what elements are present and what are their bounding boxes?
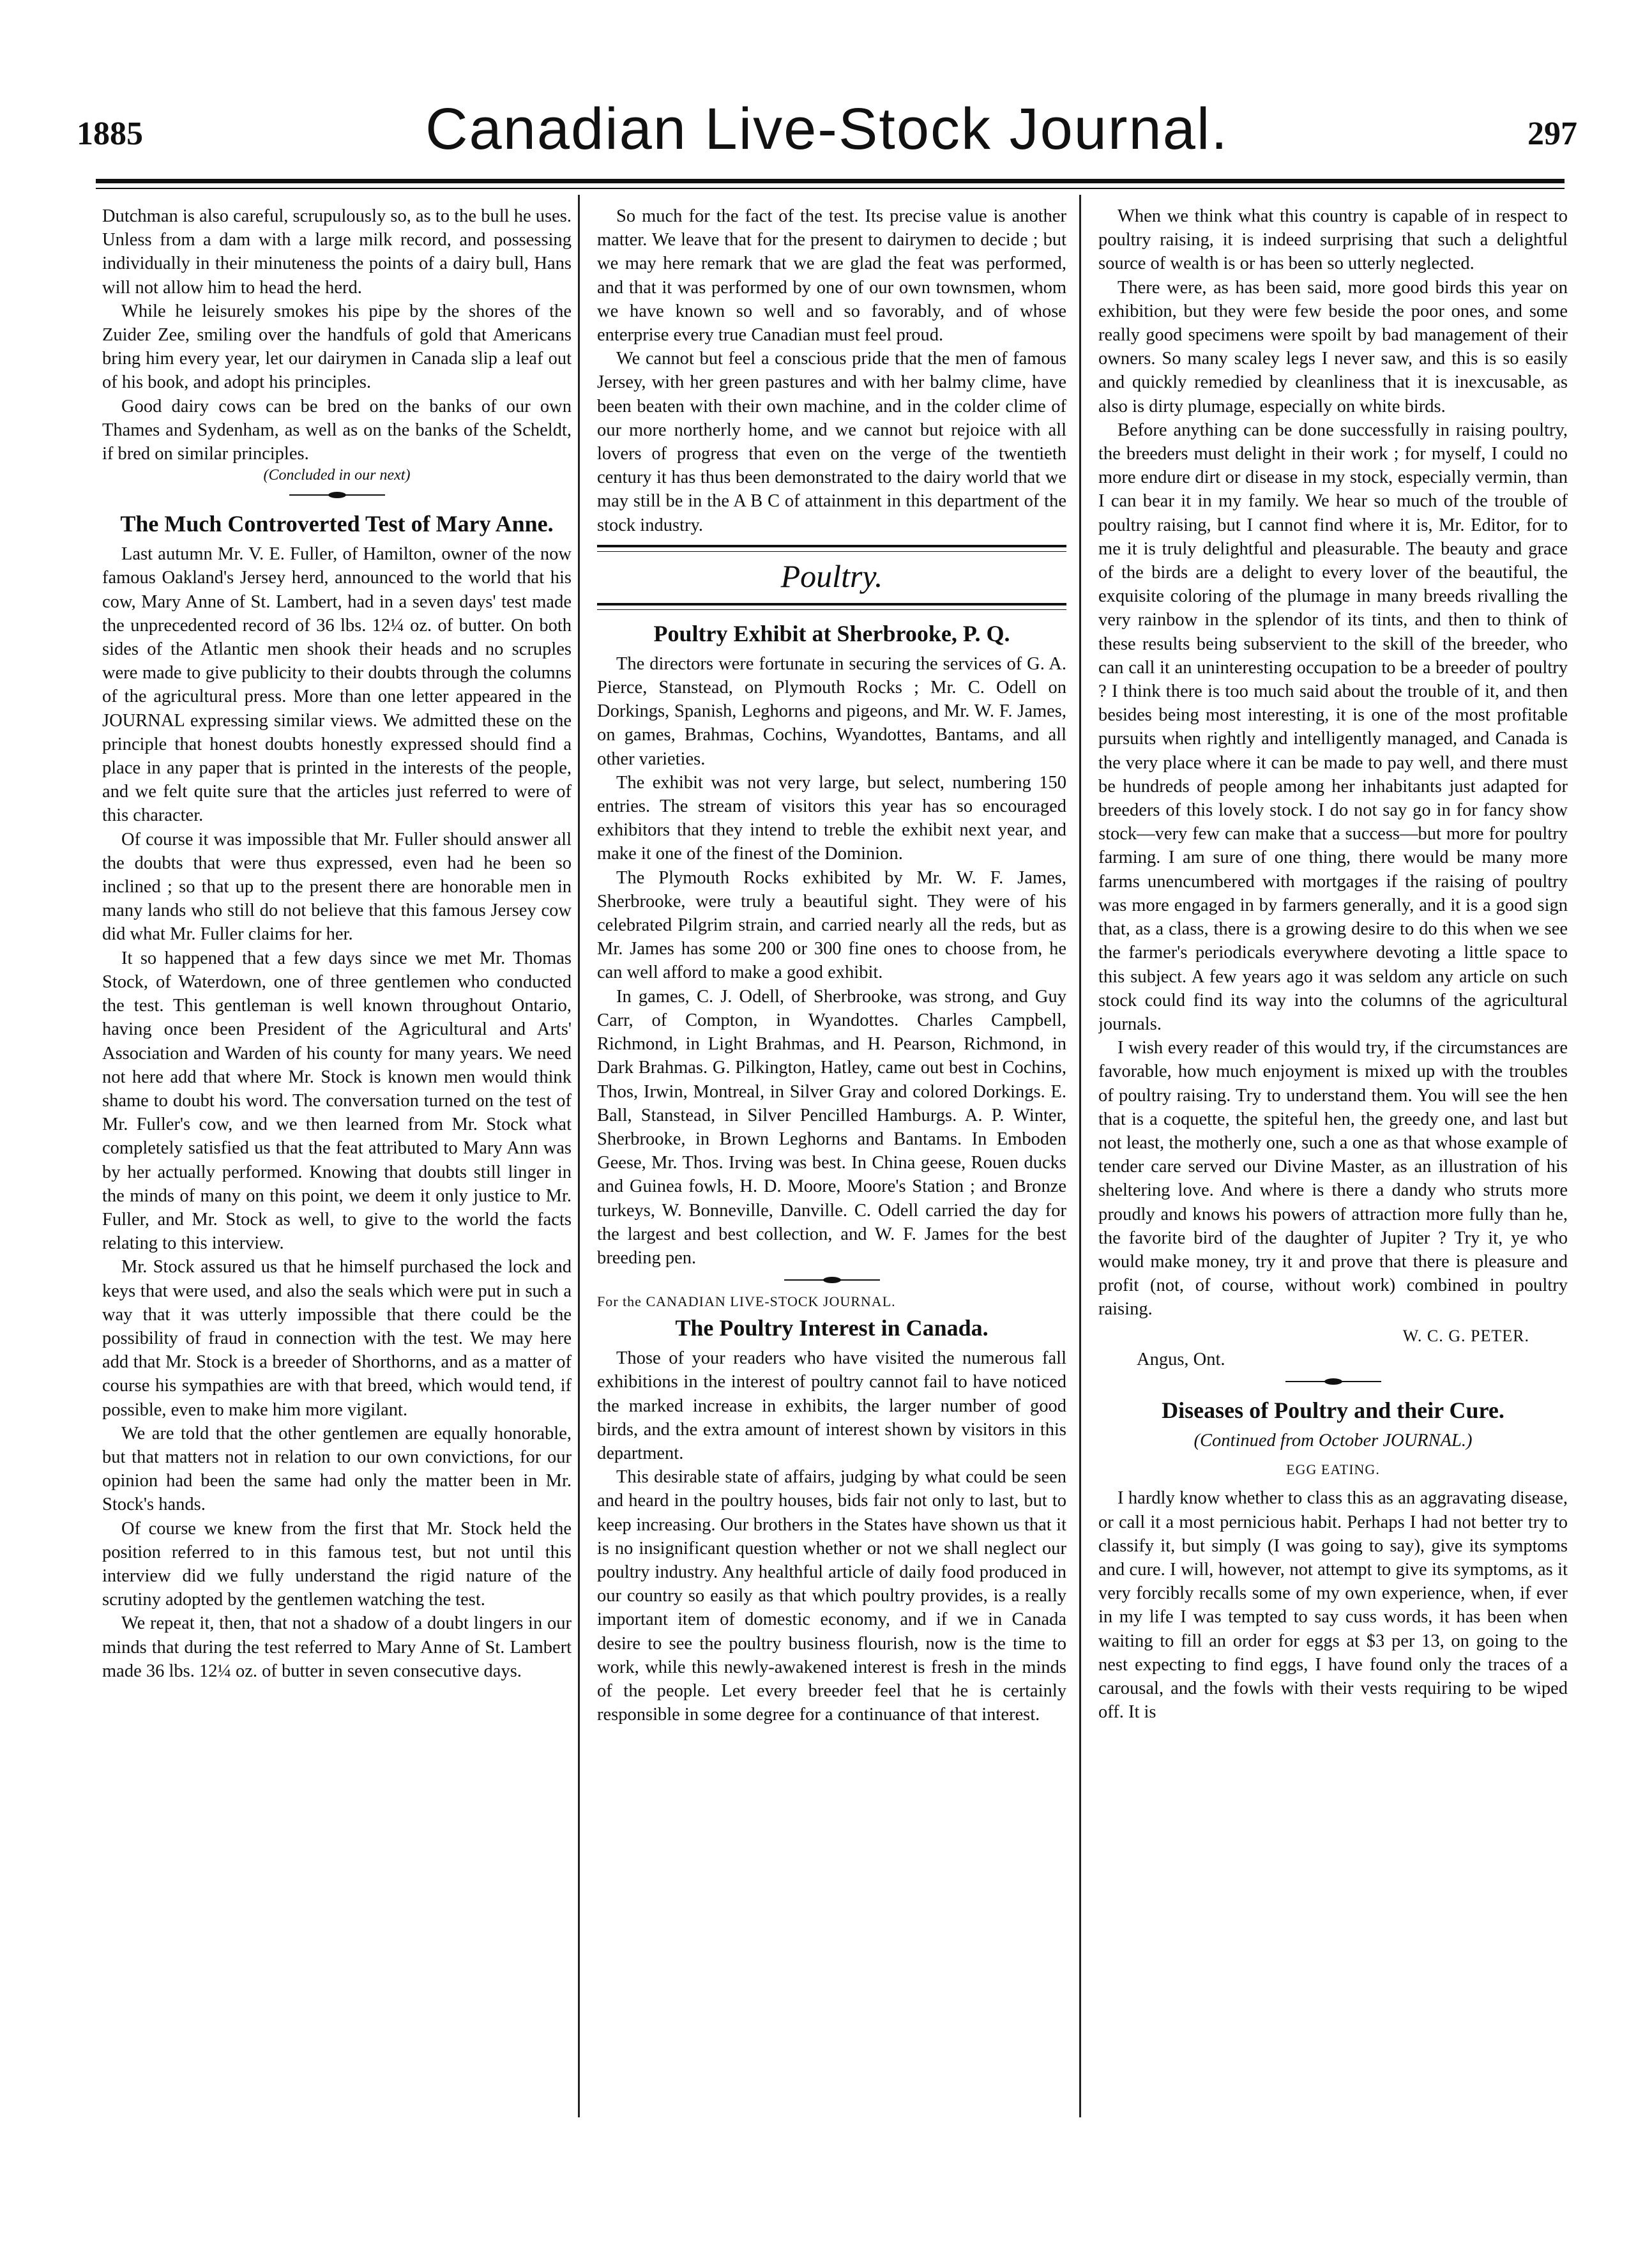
column-2 bbox=[597, 204, 1066, 2121]
paragraph: The exhibit was not very large, but select, numbering 150 entries. The stream of visitors this year has so encouraged exhibitors that they intend to treble the exhibit next year, and make it one of the finest of the Dominion. bbox=[597, 772, 1066, 864]
ornament-divider-icon bbox=[289, 490, 385, 500]
column-1 bbox=[102, 204, 572, 2121]
section-rule bbox=[597, 545, 1066, 552]
paragraph: I wish every reader of this would try, if the circumstances are favorable, how much enjoyment is mixed up with the troubles of poultry raising. Try to understand them. You will see the hen that is a coquette, the spiteful hen, the greedy one, and last but not least, the motherly one, such a one as that whose example of tender care served our Divine Master, as an illustration of his sheltering love. And where is there a dandy who struts more proudly and knows his powers of attraction more fully than he, the favorite bird of the daughter of Jupiter ? Try it, ye who would make money, try it and prove that there is pleasure and profit (not, of course, without work) combined in poultry raising. bbox=[1098, 1038, 1568, 1320]
ornament-divider-icon bbox=[1285, 1376, 1381, 1387]
paragraph: When we think what this country is capable of in respect to poultry raising, it is indeed surprising that such a delightful source of wealth is or has been so utterly neglected. bbox=[1098, 206, 1568, 274]
paragraph: We repeat it, then, that not a shadow of a doubt lingers in our minds that during the test referred to Mary Anne of St. Lambert made 36 lbs. 12¼ oz. of butter in seven consecutive days. bbox=[102, 1613, 572, 1681]
header-rule-thin bbox=[96, 188, 1565, 189]
concluded-note: (Concluded in our next) bbox=[263, 467, 411, 484]
paragraph: Those of your readers who have visited the numerous fall exhibitions in the interest of poultry cannot fail to have noticed the marked increase in exhibits, the larger number of good birds, and the extra amount of interest shown by visitors in this department. bbox=[597, 1348, 1066, 1463]
masthead bbox=[77, 96, 1577, 172]
ornament-divider-icon bbox=[784, 1275, 880, 1285]
paragraph: So much for the fact of the test. Its precise value is another matter. We leave that for the present to dairymen to decide ; but we may here remark that we are glad the feat was performed, and that it was performed by one of our own townsmen, whom we have known so well and so favorably, and of whose enterprise every true Canadian must feel proud. bbox=[597, 206, 1066, 346]
journal-title: Canadian Live-Stock Journal. bbox=[425, 96, 1229, 162]
paragraph: The Plymouth Rocks exhibited by Mr. W. F. James, Sherbrooke, were truly a beautiful sight. They were of his celebrated Pilgrim strain, and carried nearly all the reds, but as Mr. James has some 200 or 300 fine ones to choose from, he can well afford to make a good exhibit. bbox=[597, 867, 1066, 983]
article-heading-sherbrooke: Poultry Exhibit at Sherbrooke, P. Q. bbox=[653, 620, 1010, 646]
author-place: Angus, Ont. bbox=[1137, 1349, 1225, 1369]
paragraph: We cannot but feel a conscious pride that the men of famous Jersey, with her green pastures and with her balmy clime, have been beaten with their own machine, and in the colder clime of our more northerly home, and we cannot but rejoice with all lovers of progress that even on the verge of the twentieth century it has thus been demonstrated to the dairy world that we may still be in the A B C of attainment in this department of the stock industry. bbox=[597, 349, 1066, 535]
paragraph: It so happened that a few days since we met Mr. Thomas Stock, of Waterdown, one of three gentlemen who conducted the test. This gentleman is well known throughout Ontario, having once been President of the Agricultural and Arts' Association and Warden of his county for many years. We need not here add that where Mr. Stock is known men would think shame to doubt his word. The conversation turned on the test of Mr. Fuller's cow, and we then learned from Mr. Stock what completely satisfied us that the feat attributed to Mary Ann was by her actually performed. Knowing that doubts still linger in the minds of many on this point, we deem it only justice to Mr. Fuller, and Mr. Stock as well, to give to the world the facts relating to this interview. bbox=[102, 948, 572, 1254]
paragraph: There were, as has been said, more good birds this year on exhibition, but they were few beside the poor ones, and some really good specimens were spoilt by bad management of their owners. So many scaley legs I never saw, and this is so easily and quickly remedied by cleanliness that it is inexcusable, as also is dirty plumage, especially on white birds. bbox=[1098, 277, 1568, 416]
author-signature: W. C. G. PETER. bbox=[1402, 1326, 1529, 1345]
section-rule bbox=[597, 603, 1066, 610]
paragraph: This desirable state of affairs, judging by what could be seen and heard in the poultry houses, bids fair not only to last, but to keep increasing. Our brothers in the States have shown us that it is no insignificant question whether or not we shall neglect our poultry industry. Any healthful article of daily food produced in our country so easily as that which poultry provides, is a really important item of domestic economy, and if we in Canada desire to see the poultry business flourish, now is the time to work, while this newly-awakened interest is fresh in the minds of the people. Let every breeder feel that he is certainly responsible in some degree for a continuance of that interest. bbox=[597, 1467, 1066, 1725]
paragraph: I hardly know whether to class this as an aggravating disease, or call it a most pernicious habit. Perhaps I had not better try to classify it, but simply (I was going to say), give its symptoms and cure. I will, however, not attempt to give its symptoms, as it very forcibly recalls some of my own experience, when, if ever in my life I was tempted to say cuss words, it has been when waiting to fill an order for eggs at $3 per 13, on going to the nest expecting to find eggs, I have found only the traces of a carousal, and the fowls with their vests requiring to be wiped off. It is bbox=[1098, 1488, 1568, 1723]
column-divider-1 bbox=[578, 195, 580, 2117]
paragraph: Of course we knew from the first that Mr. Stock held the position referred to in this famous test, but not until this interview did we fully understand the rigid nature of the scrutiny adopted by the gentlemen watching the test. bbox=[102, 1518, 572, 1610]
paragraph: While he leisurely smokes his pipe by the shores of the Zuider Zee, smiling over the handfuls of gold that Americans bring him every year, let our dairymen in Canada slip a leaf out of his book, and adopt his principles. bbox=[102, 301, 572, 393]
article-heading-mary-anne: The Much Controverted Test of Mary Anne. bbox=[120, 511, 554, 537]
paragraph: Of course it was impossible that Mr. Fuller should answer all the doubts that were thus expressed, even had he been so inclined ; so that up to the present there are honorable men in many lands who still do not believe that this famous Jersey cow did what Mr. Fuller claims for her. bbox=[102, 829, 572, 945]
article-heading-diseases: Diseases of Poultry and their Cure. bbox=[1162, 1397, 1504, 1423]
column-3 bbox=[1098, 204, 1568, 2121]
paragraph: Last autumn Mr. V. E. Fuller, of Hamilton, owner of the now famous Oakland's Jersey herd, announced to the world that his cow, Mary Anne of St. Lambert, had in a seven days' test made the unprecedented record of 36 lbs. 12¼ oz. of butter. On both sides of the Atlantic men shook their heads and no scruples were made to give publicity to their doubts through the columns of the agricultural press. More than one letter appeared in the JOURNAL expressing similar views. We admitted these on the principle that honest doubts honestly expressed should find a place in any paper that is printed in the interests of the people, and we felt quite sure that the articles just referred to were of this character. bbox=[102, 544, 572, 826]
paragraph: Good dairy cows can be bred on the banks of our own Thames and Sydenham, as well as on the banks of the Scheldt, if bred on similar principles. bbox=[102, 396, 572, 464]
header-rule-thick bbox=[96, 179, 1565, 183]
paragraph: The directors were fortunate in securing the services of G. A. Pierce, Stanstead, on Plymouth Rocks ; Mr. C. Odell on Dorkings, Spanish, Leghorns and pigeons, and Mr. W. F. James, on games, Brahmas, Cochins, Wyandottes, Bantams, and all other varieties. bbox=[597, 653, 1066, 769]
page-number: 297 bbox=[1527, 116, 1577, 152]
section-title-poultry: Poultry. bbox=[780, 558, 883, 594]
byline-source: For the CANADIAN LIVE-STOCK JOURNAL. bbox=[597, 1293, 896, 1310]
article-heading-poultry-interest: The Poultry Interest in Canada. bbox=[675, 1315, 989, 1341]
paragraph: In games, C. J. Odell, of Sherbrooke, was strong, and Guy Carr, of Compton, in Wyandottes. Charles Campbell, Richmond, in Light Brahmas, and H. Pearson, Richmond, in Dark Brahmas. G. Pilkington, Hatley, came out best in Cochins, Thos, Irwin, Montreal, in Silver Gray and colored Dorkings. E. Ball, Stanstead, in Silver Pencilled Hamburgs. A. P. Winter, Sherbrooke, in Brown Leghorns and Bantams. In Emboden Geese, Mr. Thos. Irving was best. In China geese, Rouen ducks and Guinea fowls, H. D. Moore, Moore's Station ; and Bronze turkeys, W. Bonneville, Danville. C. Odell carried the day for the largest and best collection, and W. F. James for the best breeding pen. bbox=[597, 986, 1066, 1268]
paragraph: Mr. Stock assured us that he himself purchased the lock and keys that were used, and also the seals which were put in such a way that it was utterly impossible that there could be the possibility of fraud in connection with the test. We may here add that Mr. Stock is a breeder of Shorthorns, and as a matter of course his sympathies are with that breed, which would tend, if possible, even to make him more vigilant. bbox=[102, 1257, 572, 1420]
paragraph: Dutchman is also careful, scrupulously so, as to the bull he uses. Unless from a dam with a large milk record, and possessing individually in their minuteness the points of a dairy bull, Hans will not allow him to head the herd. bbox=[102, 206, 572, 298]
paragraph: Before anything can be done successfully in raising poultry, the breeders must delight in their work ; for myself, I could no more endure dirt or disease in my stock, especially vermin, than I can bear it in my family. We hear so much of the trouble of poultry raising, but I cannot find where it is, Mr. Editor, for to me it is truly delightful and pleasurable. The beauty and grace of the birds are a delight to every lover of the beautiful, the exquisite coloring of the plumage in many breeds rivalling the very rainbow in the splendor of its tints, and then to think of these results being subservient to the skill of the breeder, who can call it an uninteresting occupation to be a breeder of poultry ? I think there is too much said about the trouble of it, and then besides being most interesting, it is one of the most profitable pursuits when rightly and intelligently managed, and Canada is the very place where it can be made to pay well, and there must be hundreds of people among her inhabitants just adapted for breeders of this lovely stock. I do not say go in for fancy show stock—very few can make that a success—but more for poultry farming. I am sure of one thing, there would be many more farms unencumbered with mortgages if the raising of poultry was more engaged in by farmers generally, and it is a good sign that, as a class, there is a growing desire to do this when we see the farmer's periodicals everywhere devoting a little space to this subject. A few years ago it was seldom any article on such stock could find its way into the columns of the agricultural journals. bbox=[1098, 420, 1568, 1034]
continued-note: (Continued from October JOURNAL.) bbox=[1194, 1430, 1473, 1451]
paragraph: We are told that the other gentlemen are equally honorable, but that matters not in relation to our own convictions, for our opinion had been the same had only the matter been in Mr. Stock's hands. bbox=[102, 1423, 572, 1515]
issue-year: 1885 bbox=[77, 116, 143, 152]
subheading-egg-eating: EGG EATING. bbox=[1286, 1461, 1380, 1478]
column-divider-2 bbox=[1079, 195, 1081, 2117]
